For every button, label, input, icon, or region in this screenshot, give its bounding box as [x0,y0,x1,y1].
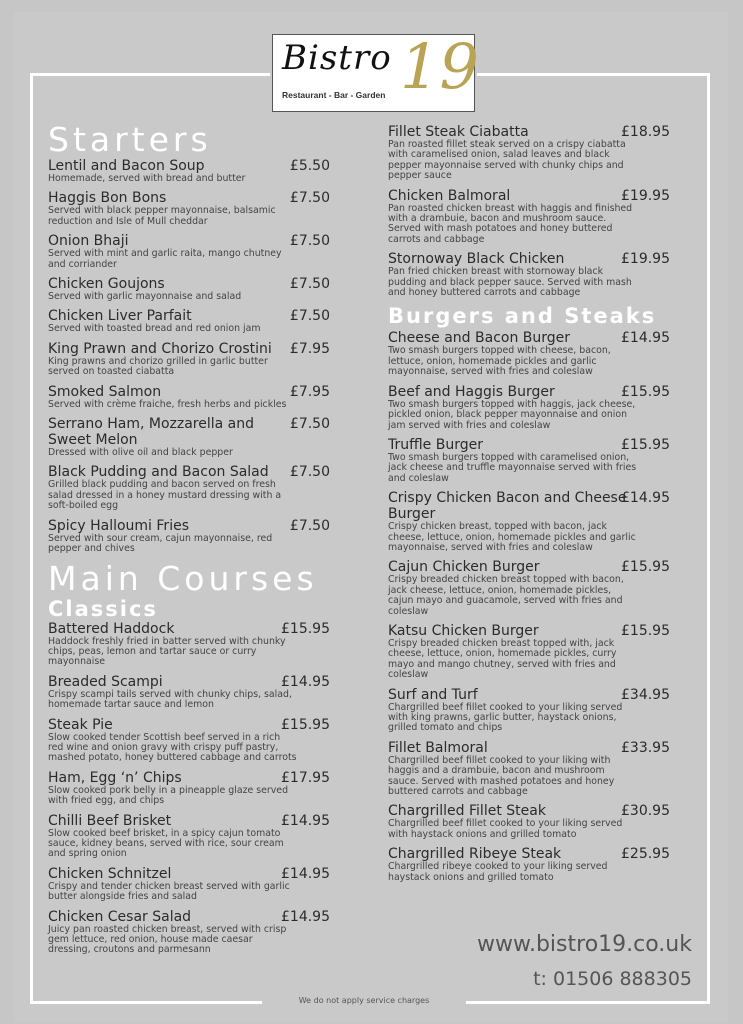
item-price: £15.95 [621,622,670,639]
item-description: Juicy pan roasted chicken breast, served with crisp gem lettuce, red onion, house made caesar dressing, croutons and parmesann [48,923,287,956]
item-name: Black Pudding and Bacon Salad [48,464,269,481]
item-description: Chargrilled ribeye cooked to your liking served haystack onions and grilled tomato [388,861,608,883]
item-name: Truffle Burger [388,436,483,453]
classics-continued-list [388,124,670,298]
item-price: £18.95 [621,124,670,140]
item-name: Lentil and Bacon Soup [48,158,205,174]
item-price: £15.95 [621,383,670,400]
item-name: Fillet Steak Ciabatta [388,124,529,140]
menu-item [48,813,330,860]
menu-item [48,464,330,511]
item-description: Chargrilled beef fillet cooked to your liking with haggis and a drambuie, bacon and mushroom sauce. Served with mashed potatoes and honey buttered carrots and cabbage [388,754,615,798]
menu-item [48,276,330,302]
item-price: £19.95 [621,251,670,268]
item-description: Pan roasted chicken breast with haggis and finished with a drambuie, bacon and mushroom sauce. Served with mash potatoes and honey buttered carrots and cabbage [388,202,633,245]
burgers-steaks-list [388,330,670,883]
item-description: Grilled black pudding and bacon served on fresh salad dressed in a honey mustard dressing with a soft-boiled egg [48,479,282,512]
item-price: £15.95 [621,436,670,453]
menu-item [388,251,670,298]
item-description: Slow cooked pork belly in a pineapple glaze served with fried egg, and chips [48,784,289,807]
menu-item [48,190,330,227]
item-price: £7.50 [289,276,330,293]
item-name: Serrano Ham, Mozzarella and Sweet Melon [48,416,255,449]
menu-item [48,866,330,903]
item-name: Chicken Schnitzel [48,865,172,882]
website-link[interactable]: www.bistro19.co.uk [477,932,692,957]
section-title-starters: Starters [48,120,212,159]
item-description: Crispy and tender chicken breast served with garlic butter alongside fries and salad [48,880,290,903]
menu-item [388,740,670,798]
menu-item [48,674,330,711]
item-name: Smoked Salmon [48,383,162,400]
menu-item [48,909,330,956]
item-name: Surf and Turf [388,686,478,703]
item-name: Chargrilled Ribeye Steak [388,846,562,863]
right-column [388,124,670,889]
menu-item [388,188,670,246]
menu-item [48,770,330,807]
item-price: £17.95 [281,769,330,786]
item-name: King Prawn and Chorizo Crostini [48,340,272,357]
menu-item [388,124,670,182]
item-price: £14.95 [281,908,330,925]
menu-item [48,717,330,764]
menu-item [48,384,330,410]
item-description: Homemade, served with bread and butter [48,173,246,184]
menu-item [48,308,330,334]
menu-item [48,416,330,458]
item-description: Crispy chicken breast, topped with bacon, jack cheese, lettuce, onion, homemade pickles and garlic mayonnaise, served with fries and coleslaw [388,521,636,553]
frame-line [30,1001,262,1004]
logo-number: 19 [400,30,479,103]
item-price: £33.95 [621,739,670,756]
item-description: Two smash burgers topped with caramelised onion, jack cheese and truffle mayonnaise served with fries and coleslaw [388,451,637,484]
item-price: £14.95 [621,490,670,507]
bistro19-logo [270,32,477,114]
item-name: Ham, Egg ‘n’ Chips [48,769,182,786]
menu-item [388,384,670,431]
item-name: Chicken Balmoral [388,187,511,204]
item-description: Served with crème fraiche, fresh herbs and pickles [48,398,287,410]
item-name: Steak Pie [48,716,113,733]
item-price: £7.50 [289,464,330,481]
menu-item [388,559,670,617]
item-price: £7.50 [289,416,330,433]
item-price: £7.95 [289,383,330,400]
logo-tagline: Restaurant - Bar - Garden [282,90,386,100]
item-name: Spicy Halloumi Fries [48,517,189,534]
menu-item [388,490,670,553]
item-name: Beef and Haggis Burger [388,383,555,400]
item-price: £30.95 [621,803,670,820]
item-description: Served with black pepper mayonnaise, balsamic reduction and Isle of Mull cheddar [48,205,276,227]
item-price: £7.50 [289,517,330,534]
menu-item [48,621,330,668]
item-description: Slow cooked beef brisket, in a spicy cajun tomato sauce, kidney beans, served with rice, sour cream and spring onion [48,827,284,860]
item-price: £15.95 [621,559,670,576]
item-description: Chargrilled beef fillet cooked to your liking served with king prawns, garlic butter, haystack onions, grilled tomato and chips [388,701,623,734]
item-price: £15.95 [281,716,330,733]
left-column [48,122,330,962]
menu-item [48,233,330,270]
item-name: Chicken Goujons [48,276,165,293]
item-description: Crispy scampi tails served with chunky chips, salad, homemade tartar sauce and lemon [48,688,292,711]
item-price: £14.95 [281,673,330,690]
item-price: £14.95 [281,865,330,882]
item-description: Two smash burgers topped with cheese, bacon, lettuce, onion, homemade pickles and garlic mayonnaise, served with fries and coleslaw [388,345,611,378]
item-name: Haggis Bon Bons [48,190,167,207]
menu-item [48,158,330,184]
subsection-title-classics: Classics [48,596,158,621]
menu-item [48,341,330,378]
item-price: £5.50 [289,158,330,174]
item-description: Served with toasted bread and red onion jam [48,323,261,335]
item-price: £7.95 [289,340,330,357]
starters-list [48,158,330,555]
item-name: Chicken Cesar Salad [48,908,192,925]
classics-list [48,621,330,956]
logo-name: Bistro [282,38,392,78]
item-description: King prawns and chorizo grilled in garlic butter served on toasted ciabatta [48,355,268,378]
item-description: Served with sour cream, cajun mayonnaise, red pepper and chives [48,532,273,555]
item-name: Onion Bhaji [48,233,129,250]
item-name: Stornoway Black Chicken [388,251,565,268]
item-description: Chargrilled beef fillet cooked to your liking served with haystack onions and grilled tomato [388,818,623,840]
item-description: Two smash burgers topped with haggis, jack cheese, pickled onion, black pepper mayonnaise and onion jam served with fries and coleslaw [388,398,636,431]
item-description: Slow cooked tender Scottish beef served in a rich red wine and onion gravy with crispy puff pastry, mashed potato, honey buttered cabbage and carrots [48,731,297,764]
frame-line [707,73,710,1004]
menu-item [388,437,670,484]
item-description: Crispy breaded chicken breast topped with bacon, jack cheese, lettuce, onion, homemade pickles, cajun mayo and guacamole, served with fries and coleslaw [388,574,624,617]
item-description: Served with mint and garlic raita, mango chutney and corriander [48,248,282,270]
menu-page [14,12,728,1022]
item-description: Pan fried chicken breast with stornoway black pudding and black pepper sauce. Served with mash and honey buttered carrots and cabbage [388,266,632,299]
item-name: Chargrilled Fillet Steak [388,803,546,820]
item-name: Breaded Scampi [48,673,163,690]
menu-item [388,687,670,734]
section-title-main-courses: Main Courses [48,558,318,598]
item-price: £7.50 [289,308,330,325]
item-name: Cheese and Bacon Burger [388,330,571,347]
item-description: Dressed with olive oil and black pepper [48,447,233,459]
menu-item [388,846,670,883]
item-name: Katsu Chicken Burger [388,622,539,639]
menu-item [388,330,670,377]
item-price: £14.95 [621,330,670,347]
item-description: Served with garlic mayonnaise and salad [48,291,242,303]
item-name: Fillet Balmoral [388,739,488,756]
item-name: Battered Haddock [48,620,175,637]
item-price: £34.95 [621,686,670,703]
menu-item [48,518,330,555]
item-price: £14.95 [281,812,330,829]
frame-line [30,73,33,1004]
section-title-burgers-steaks: Burgers and Steaks [388,304,657,329]
menu-item [388,623,670,681]
item-description: Haddock freshly fried in batter served with chunky chips, peas, lemon and tartar sauce or curry mayonnaise [48,635,286,668]
item-name: Chilli Beef Brisket [48,812,172,829]
item-price: £7.50 [289,190,330,207]
item-price: £7.50 [289,233,330,250]
menu-item [388,803,670,840]
item-name: Chicken Liver Parfait [48,308,192,325]
item-description: Pan roasted fillet steak served on a crispy ciabatta with caramelised onion, salad leaves and black pepper mayonnaise served with chunky chips and pepper sauce [388,139,626,182]
item-name: Cajun Chicken Burger [388,559,540,576]
item-name: Crispy Chicken Bacon and Cheese Burger [388,490,627,523]
service-charge-note: We do not apply service charges [298,996,430,1005]
item-price: £25.95 [621,846,670,863]
frame-line [466,1001,710,1004]
item-description: Crispy breaded chicken breast topped with, jack cheese, lettuce, onion, homemade pickles, curry mayo and mango chutney, served with fries and coleslaw [388,637,617,681]
item-price: £15.95 [281,620,330,637]
item-price: £19.95 [621,187,670,204]
phone-number[interactable]: t: 01506 888305 [533,968,692,990]
